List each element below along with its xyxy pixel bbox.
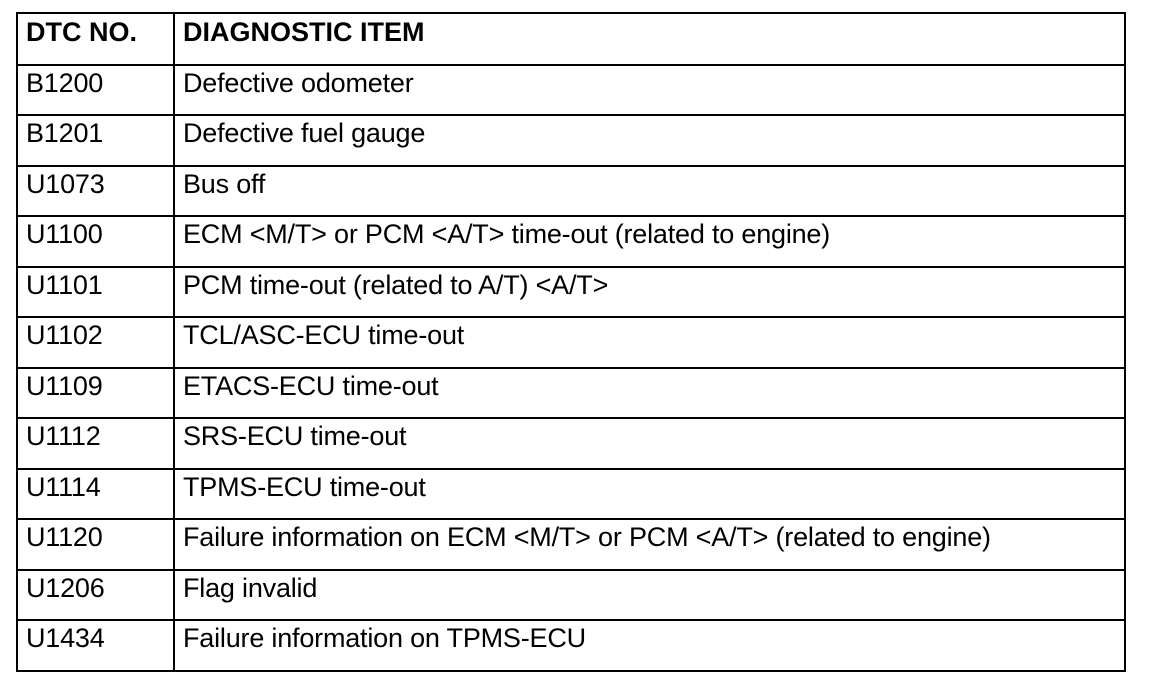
dtc-code-cell: U1109	[17, 368, 174, 419]
table-header-row	[17, 13, 1125, 65]
diagnostic-item-cell: Failure information on TPMS-ECU	[174, 620, 1125, 671]
table-row	[17, 166, 1125, 217]
diagnostic-item-cell: ECM <M/T> or PCM <A/T> time-out (related to engine)	[174, 216, 1125, 267]
table-row	[17, 216, 1125, 267]
dtc-code-cell: U1102	[17, 317, 174, 368]
dtc-code-cell: U1112	[17, 418, 174, 469]
table-row	[17, 620, 1125, 671]
diagnostic-item-cell: Failure information on ECM <M/T> or PCM <A/T> (related to engine)	[174, 519, 1125, 570]
diagnostic-item-cell: Defective odometer	[174, 65, 1125, 116]
table-row	[17, 115, 1125, 166]
table-row	[17, 418, 1125, 469]
diagnostic-item-cell: Flag invalid	[174, 570, 1125, 621]
header-dtc-no: DTC NO.	[17, 13, 174, 65]
diagnostic-item-cell: Defective fuel gauge	[174, 115, 1125, 166]
diagnostic-item-cell: PCM time-out (related to A/T) <A/T>	[174, 267, 1125, 318]
table-row	[17, 267, 1125, 318]
dtc-code-cell: B1200	[17, 65, 174, 116]
table-row	[17, 65, 1125, 116]
dtc-code-cell: U1206	[17, 570, 174, 621]
dtc-code-cell: U1120	[17, 519, 174, 570]
dtc-code-cell: U1073	[17, 166, 174, 217]
table-row	[17, 317, 1125, 368]
diagnostic-item-cell: ETACS-ECU time-out	[174, 368, 1125, 419]
dtc-code-cell: B1201	[17, 115, 174, 166]
dtc-code-cell: U1100	[17, 216, 174, 267]
table-row	[17, 469, 1125, 520]
dtc-code-cell: U1114	[17, 469, 174, 520]
dtc-code-cell: U1101	[17, 267, 174, 318]
dtc-code-cell: U1434	[17, 620, 174, 671]
header-diagnostic-item: DIAGNOSTIC ITEM	[174, 13, 1125, 65]
dtc-table	[16, 12, 1126, 672]
diagnostic-item-cell: SRS-ECU time-out	[174, 418, 1125, 469]
table-row	[17, 570, 1125, 621]
table-row	[17, 519, 1125, 570]
table-row	[17, 368, 1125, 419]
diagnostic-item-cell: TCL/ASC-ECU time-out	[174, 317, 1125, 368]
diagnostic-item-cell: TPMS-ECU time-out	[174, 469, 1125, 520]
diagnostic-item-cell: Bus off	[174, 166, 1125, 217]
